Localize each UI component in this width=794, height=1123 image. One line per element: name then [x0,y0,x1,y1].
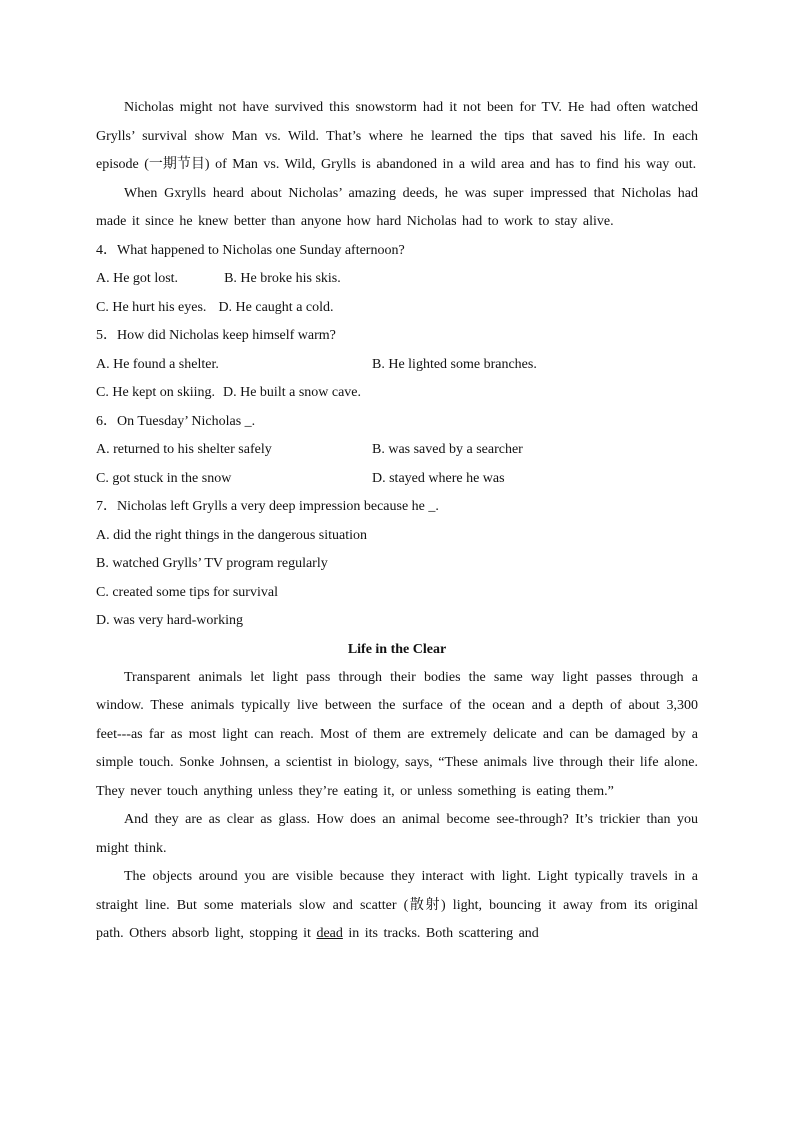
question-4-option-c[interactable]: C. He hurt his eyes. [96,299,207,315]
question-6-stem: 6．On Tuesday’ Nicholas _. [96,413,256,429]
question-4-option-b[interactable]: B. He broke his skis. [224,271,341,286]
question-7-option-a[interactable]: A. did the right things in the dangerous situation [96,527,368,543]
question-5-options-row-1 [96,351,698,380]
question-5-option-a[interactable]: A. He found a shelter. [96,356,219,372]
question-4-option-d[interactable]: D. He caught a cold. [218,299,334,315]
question-6-option-d[interactable]: D. stayed where he was [372,470,505,486]
passage2-paragraph-2: And they are as clear as glass. How does an animal become see-through? It’s trickier than you might think. [96,812,698,856]
question-6-option-a[interactable]: A. returned to his shelter safely [96,442,272,457]
question-5-options-row-2 [96,379,698,408]
question-7-option-d[interactable]: D. was very hard-working [96,613,243,628]
passage1-paragraph-2: When Gxrylls heard about Nicholas’ amazing deeds, he was super impressed that Nicholas had made it since he knew better than anyone how hard Nicholas had to work to stay alive. [96,185,698,229]
question-5-option-c[interactable]: C. He kept on skiing. [96,385,215,400]
question-7-option-b[interactable]: B. watched Grylls’ TV program regularly [96,556,328,571]
question-6-options-row-1 [96,436,698,465]
underlined-word-dead: dead [316,926,343,941]
question-4-options-row-2 [96,294,698,323]
passage1-paragraph-1: Nicholas might not have survived this snowstorm had it not been for TV. He had often watched Grylls’ survival show Man vs. Wild. That’s where he learned the tips that saved his life. In each episode (一期节目) of Man vs. Wild, Grylls is abandoned in a wild area and has to find his way out. [96,100,698,172]
question-6-option-b[interactable]: B. was saved by a searcher [372,442,523,457]
passage2-paragraph-3-text-before: The objects around you are visible because they interact with light. Light typically travels in a straight line. But some materials slow and scatter (散射) light, bouncing it away from its original path. Others absorb light, stopping it [96,869,698,941]
passage2-paragraph-3 [96,863,698,949]
question-7-option-c[interactable]: C. created some tips for survival [96,584,278,600]
passage2-paragraph-1: Transparent animals let light pass through their bodies the same way light passes through a window. These animals typically live between the surface of the ocean and a depth of about 3,300 feet---as far as most light can reach. Most of them are extremely delicate and can be damaged by a simple touch. Sonke Johnsen, a scientist in biology, says, “These animals live through their life alone. They never touch anything unless they’re eating it, or unless something is eating them.” [96,669,698,799]
question-4-option-a[interactable]: A. He got lost. [96,271,179,286]
question-6-option-c[interactable]: C. got stuck in the snow [96,470,232,486]
question-4-options-row-1 [96,265,698,294]
question-5-stem: 5．How did Nicholas keep himself warm? [96,328,336,343]
exam-page [96,94,698,949]
question-5-option-d[interactable]: D. He built a snow cave. [223,385,362,400]
passage2-paragraph-3-text-after: in its tracks. Both scattering and [342,926,539,941]
question-4-stem: 4．What happened to Nicholas one Sunday afternoon? [96,242,405,258]
question-6-options-row-2 [96,465,698,494]
passage2-title: Life in the Clear [347,641,447,657]
question-5-option-b[interactable]: B. He lighted some branches. [372,356,537,372]
question-7-stem: 7．Nicholas left Grylls a very deep impression because he _. [96,499,439,514]
